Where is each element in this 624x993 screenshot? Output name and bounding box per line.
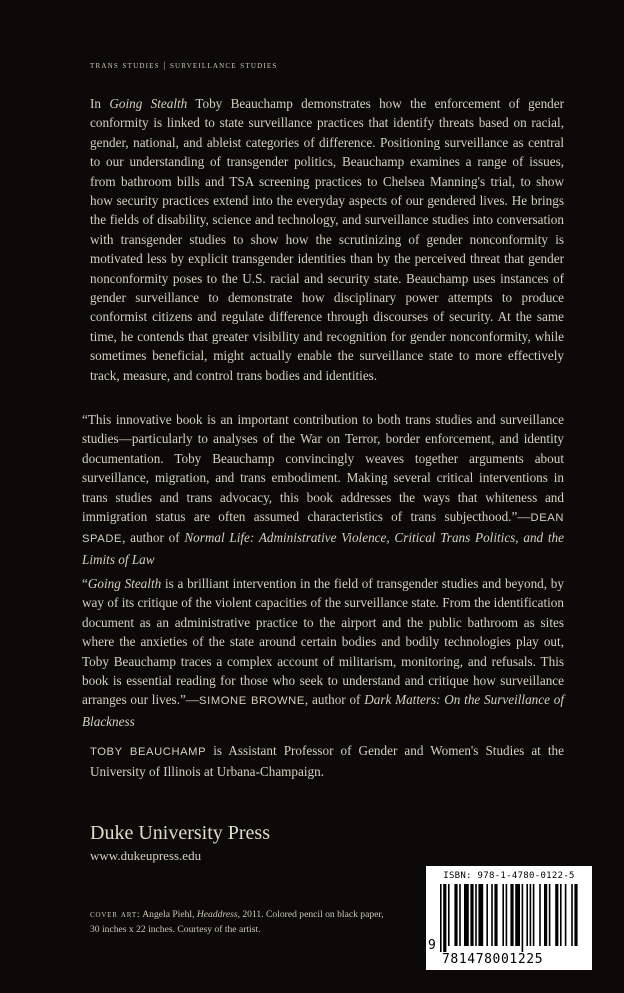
- barcode-bar: [486, 884, 488, 946]
- endorsement-role: , author of: [304, 692, 365, 708]
- barcode-bar: [526, 884, 528, 946]
- barcode-bar: [510, 884, 513, 946]
- barcode-bar: [464, 884, 469, 946]
- endorsement-browne: [82, 574, 564, 731]
- endorsement-work-title: Dark Matters: On the Surveillance of Blackness: [82, 692, 564, 729]
- author-name: TOBY BEAUCHAMP: [90, 746, 207, 758]
- barcode-bar: [539, 884, 541, 946]
- endorsement-text: is a brilliant intervention in the field of transgender studies and beyond, by way of its critique of the violent capacities of the surveillance state. From the identification document as an administrative practice to the airport and the public bathroom as sites where the anxieties of the state around certain bodies and bodily technologies play out, Toby Beauchamp traces a complex account of militarism, monitoring, and refusals. This book is essential reading for those who seek to understand and critique how surveillance arranges our lives.”—: [82, 576, 564, 708]
- category-label: trans studies | surveillance studies: [90, 61, 278, 71]
- barcode-bar: [522, 884, 524, 952]
- barcode-bar: [459, 884, 461, 946]
- barcode-bar: [544, 884, 547, 946]
- endorsement-text: “This innovative book is an important contribution to both trans studies and surveillance studies—particularly to analyses of the War on Terror, border enforcement, and identity documentation. Toby Beauchamp convincingly weaves together arguments about surveillance, migration, and trans embodiment. Making several critical interventions in trans studies and trans advocacy, this book addresses the ways that whiteness and immigration status are often assumed characteristics of trans subjecthood.”—: [82, 412, 564, 525]
- isbn-barcode: [426, 866, 592, 970]
- cover-art-artist: Angela Piehl,: [140, 909, 197, 920]
- endorsement-author: DEAN SPADE: [82, 512, 564, 546]
- cover-art-title: Headdress: [196, 909, 238, 920]
- barcode-bar: [454, 884, 457, 946]
- cover-art-label: cover art:: [90, 909, 141, 920]
- cover-art-details: , 2011. Colored pencil on black paper, 30 inches x 22 inches. Courtesy of the artist.: [90, 909, 384, 935]
- barcode-lead-digit: 9: [428, 938, 436, 953]
- barcode-bar: [515, 884, 520, 946]
- publisher-url[interactable]: www.dukeupress.edu: [90, 848, 202, 863]
- endorsement-open-quote: “: [82, 576, 88, 591]
- barcode-bar: [571, 884, 573, 946]
- barcode-bar: [475, 884, 477, 946]
- barcode-bar: [530, 884, 532, 946]
- barcode-bar: [470, 884, 473, 946]
- blurb-text: Toby Beauchamp demonstrates how the enforcement of gender conformity is linked to state surveillance practices that identify threats based on racial, gender, national, and ableist categories of difference. Positioning surveillance as central to our understanding of transgender politics, Beauchamp examines a range of issues, from bathroom bills and TSA screening practices to Chelsea Manning's trial, to show how security practices extend into the everyday aspects of our gendered lives. He brings the fields of disability, science and technology, and surveillance studies into conversation with transgender studies to show how the scrutinizing of gender nonconformity is motivated less by explicit transgender identities than by the perceived threat that gender nonconformity poses to the U.S. racial and security state. Beauchamp uses instances of gender surveillance to demonstrate how disciplinary power attempts to produce conformist citizens and regulate difference through discourses of security. At the same time, he contends that greater visibility and recognition for gender nonconformity, while sometimes beneficial, might actually enable the surveillance state to more effectively track, measure, and control trans bodies and identities.: [90, 96, 564, 383]
- endorsement-book-title: Going Stealth: [87, 576, 162, 591]
- barcode-bar: [549, 884, 551, 946]
- isbn-text: ISBN: 978-1-4780-0122-5: [443, 871, 575, 881]
- cover-art-credit: [90, 908, 390, 937]
- publisher-name: Duke University Press: [90, 822, 270, 844]
- endorsement-spade: [82, 410, 564, 569]
- barcode-bar: [533, 884, 535, 946]
- barcode-bar: [494, 884, 497, 946]
- barcode-bar: [565, 884, 567, 946]
- barcode-bar: [555, 884, 558, 946]
- barcode-bar: [448, 884, 450, 946]
- book-description: [90, 94, 564, 385]
- barcode-bar: [443, 884, 446, 952]
- author-bio-text: is Assistant Professor of Gender and Women's Studies at the University of Illinois at Urbana-Champaign.: [90, 743, 564, 780]
- barcode-bars: [440, 884, 580, 952]
- barcode-bar: [560, 884, 562, 946]
- barcode-bar: [491, 884, 493, 946]
- barcode-bar: [478, 884, 483, 946]
- barcode-bar: [502, 884, 504, 946]
- endorsement-author: SIMONE BROWNE: [199, 695, 305, 708]
- barcode-bar: [574, 884, 577, 946]
- barcode-digits: 781478001225: [442, 952, 544, 967]
- barcode-bar: [506, 884, 508, 946]
- author-bio: [90, 741, 564, 782]
- barcode-bar: [440, 884, 442, 952]
- endorsement-work-title: Normal Life: Administrative Violence, Critical Trans Politics, and the Limits of Law: [82, 530, 564, 567]
- blurb-prefix: In: [90, 96, 110, 111]
- endorsement-role: , author of: [122, 530, 185, 546]
- blurb-book-title: Going Stealth: [109, 96, 188, 111]
